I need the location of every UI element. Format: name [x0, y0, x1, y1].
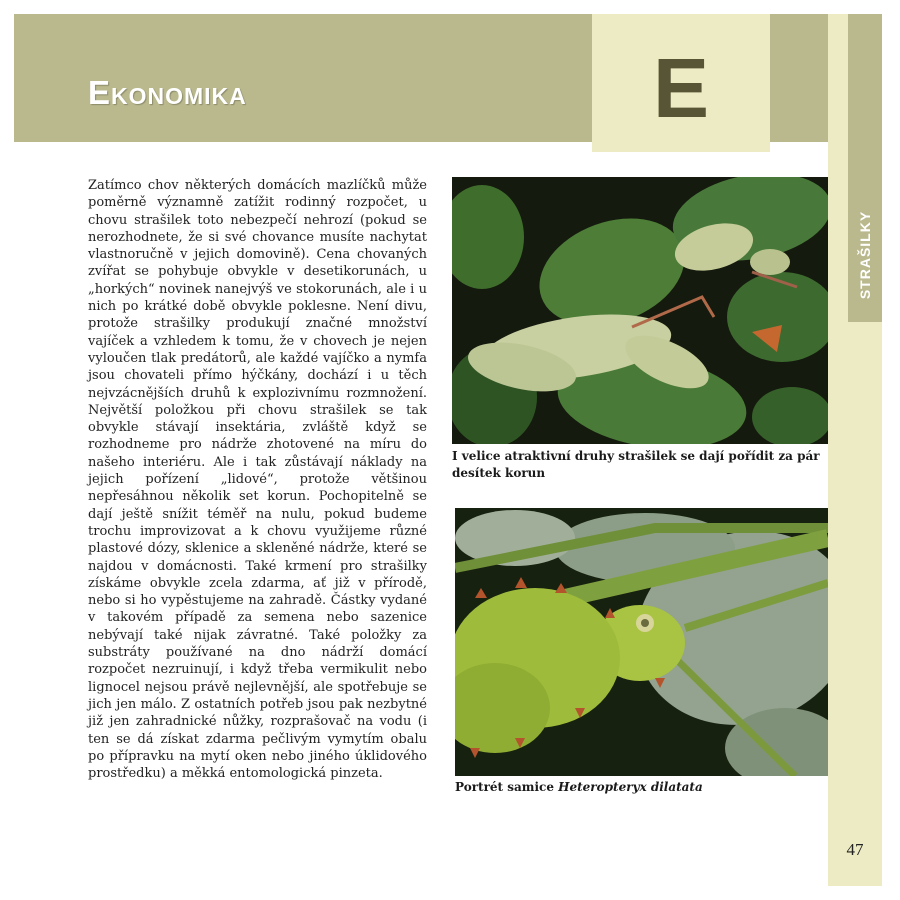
stick-insect-photo	[455, 508, 828, 776]
chapter-letter: E	[652, 41, 710, 135]
photo-caption-1: I velice atraktivní druhy strašilek se dají pořídit za pár desítek korun	[452, 449, 820, 480]
caption-2-species: Heteropteryx dilatata	[558, 780, 703, 794]
leaf-insect-photo	[452, 177, 828, 444]
chapter-title: Ekonomika	[88, 74, 247, 111]
page-number: 47	[846, 840, 864, 859]
side-tab-label: STRAŠILKY	[857, 210, 873, 300]
caption-2-prefix: Portrét samice	[455, 780, 559, 794]
photo-caption-2	[455, 779, 828, 796]
body-text: Zatímco chov některých domácích mazlíčků může poměrně významně zatížit rodinný rozpočet, u chovu strašilek toto nebezpečí nehrozí (pokud se nerozhodnete, že si své chovance musíte nachytat vlastnoručně v jejich domovině). Cena chovaných zvířat se pohybuje obvykle v desetikorunách, u „horkých“ novinek nanejvýš ve stokorunách, ale i u nich po krátké době obvykle poklesne. Není divu, protože strašilky produkují značné množství vajíček a vzhledem k tomu, že v chovech je nejen vyloučen tlak predátorů, ale každé vajíčko a nymfa jsou chovateli přímo hýčkány, dochází i u těch nejvzácnějších druhů k explozivnímu rozmnožení. Největší položkou při chovu strašilek se tak obvykle stávají insektária, zvláště když se rozhodneme pro nádrže zhotovené na míru do našeho interiéru. Ale i tak zůstávají náklady na jejich pořízení „lidové“, protože většinou nepřesáhnou několik set korun. Pochopitelně se dají ještě snížit téměř na nulu, pokud budeme trochu improvizovat a k chovu využijeme různé plastové dózy, sklenice a skleněné nádrže, které se najdou v domácnosti. Také krmení pro strašilky získáme obvykle zcela zdarma, ať již v přírodě, nebo si ho vypěstujeme na zahradě. Částky vydané v takovém případě za semena nebo sazenice nebývají také nijak závratné. Také položky za substráty používané na dno nádrží domácí rozpočet nezruinují, i když třeba vermikulit nebo lignocel nejsou právě nejlevnější, ale spotřebuje se jich jen málo. Z ostatních potřeb jsou pak nezbytné již jen zahradnické nůžky, rozprašovač na vodu (i ten se dá získat zdarma pečlivým vymytím obalu po přípravku na mytí oken nebo jiného úklidového prostředku) a měkká entomologická pinzeta.	[88, 178, 427, 782]
